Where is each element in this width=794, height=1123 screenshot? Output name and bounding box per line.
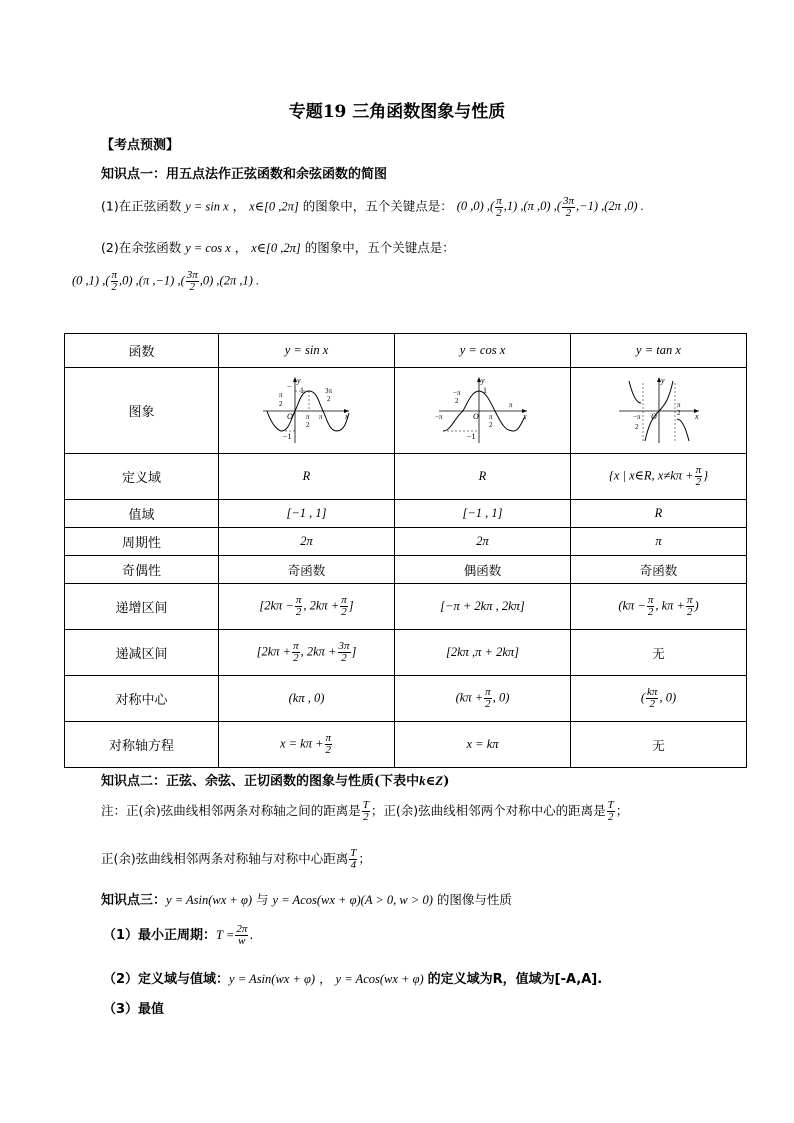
range-sin: [−1 , 1] <box>219 500 395 528</box>
svg-text:2: 2 <box>488 421 492 429</box>
kp1-item2-domain: x∈[0 ,2π] <box>251 241 301 255</box>
inc-tan: (kπ − $\frac{\pi}{2}$ , kπ + $\frac{\pi}{2}$ ) <box>571 584 747 630</box>
period-tan: π <box>571 528 747 556</box>
svg-text:2: 2 <box>305 421 309 429</box>
kp1-item2-prefix: (2)在余弦函数 <box>101 240 182 255</box>
row-label-axis: 对称轴方程 <box>65 722 219 768</box>
center-cos: (kπ + $\frac{\pi}{2}$ , 0) <box>395 676 571 722</box>
kp1-item1: (1)在正弦函数 y = sin x ， x∈[0 ,2π] 的图象中，五个关键点是： (0 ,0) ,( $\frac{\pi}{2}$ ,1) ,(π ,0) ,( $\frac{3\pi}{2}$ ,−1) ,(2π ,0) . <box>101 195 644 219</box>
table-row-range <box>65 500 747 528</box>
row-label-graph: 图象 <box>65 368 219 454</box>
table-row-parity <box>65 556 747 584</box>
row-label-domain: 定义域 <box>65 454 219 500</box>
svg-text:x: x <box>344 412 349 421</box>
period-cos: 2π <box>395 528 571 556</box>
svg-text:y: y <box>296 376 301 385</box>
table-row-header <box>65 334 747 368</box>
row-label-range: 值域 <box>65 500 219 528</box>
svg-text:y: y <box>480 376 485 385</box>
sin-graph-cell <box>219 368 395 454</box>
kp2-heading <box>101 770 449 789</box>
kp3-item3-label: （3）最值 <box>103 1002 165 1017</box>
kp1-item2: (2)在余弦函数 y = cos x ， x∈[0 ,2π] 的图象中，五个关键点是： <box>101 240 455 255</box>
kp3-item2-f2: y = Acos(wx + φ) <box>335 972 424 986</box>
kp3-item1: （1）最小正周期：T = $\frac{2\pi}{w}$ . <box>103 923 254 947</box>
kp1-item1-prefix: (1)在正弦函数 <box>101 198 182 214</box>
svg-text:O: O <box>286 412 293 421</box>
cos-graph-cell <box>395 368 571 454</box>
svg-text:2: 2 <box>454 397 458 405</box>
svg-text:x: x <box>694 412 699 421</box>
parity-cos: 偶函数 <box>395 556 571 584</box>
forecast-label: 【考点预测】 <box>101 138 180 153</box>
range-tan: R <box>571 500 747 528</box>
kp1-item2-func: y = cos x <box>185 241 231 255</box>
page-title: 专题19 三角函数图象与性质 <box>288 102 506 122</box>
table-row-decreasing <box>65 630 747 676</box>
table-col-sin: y = sin x <box>219 334 395 368</box>
svg-text:−π: −π <box>434 413 442 421</box>
domain-tan: {x | x∈R, x≠kπ + $\frac{\pi}{2}$ } <box>571 454 747 500</box>
svg-text:O: O <box>650 412 657 421</box>
kp3-formula1: y = Asin(wx + φ) <box>166 893 253 907</box>
kp1-heading: 知识点一：用五点法作正弦函数和余弦函数的简图 <box>101 167 388 182</box>
table-row-graph <box>65 368 747 454</box>
dec-cos: [2kπ ,π + 2kπ] <box>395 630 571 676</box>
center-tan: ( $\frac{k\pi}{2}$ , 0) <box>571 676 747 722</box>
kp2-note1-b: ；正(余)弦曲线相邻两个对称中心的距离是 <box>370 803 606 818</box>
range-cos: [−1 , 1] <box>395 500 571 528</box>
svg-text:y: y <box>660 376 665 385</box>
svg-text:2: 2 <box>634 423 638 431</box>
kp3-item2-label: （2）定义域与值域： <box>103 972 230 987</box>
table-row-domain <box>65 454 747 500</box>
kp1-item2-points: (0 ,1) ,( $\frac{\pi}{2}$ ,0) ,(π ,−1) ,( $\frac{3\pi}{2}$ ,0) ,(2π ,1) . <box>72 269 260 293</box>
kp3-heading-text: 知识点三： <box>101 893 167 908</box>
parity-tan: 奇函数 <box>571 556 747 584</box>
kp1-item1-mid: 的图象中，五个关键点是： <box>302 198 453 214</box>
row-label-parity: 奇偶性 <box>65 556 219 584</box>
svg-text:1: 1 <box>299 386 304 395</box>
svg-text:3π: 3π <box>324 387 332 395</box>
svg-text:−1: −1 <box>466 432 476 441</box>
kp1-item2-mid: 的图象中，五个关键点是： <box>304 240 455 255</box>
svg-text:−π: −π <box>632 413 640 421</box>
kp3-tail: 的图像与性质 <box>436 892 512 907</box>
table-row-center <box>65 676 747 722</box>
row-label-decreasing: 递减区间 <box>65 630 219 676</box>
row-label-center: 对称中心 <box>65 676 219 722</box>
kp2-note1-a: 注：正(余)弦曲线相邻两条对称轴之间的距离是 <box>101 803 361 818</box>
svg-text:π: π <box>305 413 310 421</box>
center-sin: (kπ , 0) <box>219 676 395 722</box>
kp3-item1-label: （1）最小正周期： <box>103 928 217 943</box>
inc-sin: [2kπ − $\frac{\pi}{2}$ , 2kπ + $\frac{\pi}{2}$ ] <box>219 584 395 630</box>
svg-text:2: 2 <box>278 400 282 408</box>
axis-cos: x = kπ <box>395 722 571 768</box>
svg-text:π: π <box>318 413 323 421</box>
axis-tan: 无 <box>571 722 747 768</box>
table-row-period <box>65 528 747 556</box>
kp3-item2: （2）定义域与值域：y = Asin(wx + φ) ， y = Acos(wx + φ) 的定义域为R，值域为[-A,A]. <box>103 971 603 987</box>
tan-graph-cell <box>571 368 747 454</box>
svg-text:−1: −1 <box>282 432 292 441</box>
kp3-heading <box>101 889 512 908</box>
table-row-increasing <box>65 584 747 630</box>
table-col-tan: y = tan x <box>571 334 747 368</box>
row-label-increasing: 递增区间 <box>65 584 219 630</box>
kp2-heading-end: ) <box>443 774 450 789</box>
domain-sin: R <box>219 454 395 500</box>
trig-properties-table <box>64 333 747 768</box>
svg-text:x: x <box>522 412 527 421</box>
kp1-item1-domain: x∈[0 ,2π] <box>249 199 299 214</box>
svg-text:2: 2 <box>326 395 330 403</box>
dec-tan: 无 <box>571 630 747 676</box>
kp3-item2-f1: y = Asin(wx + φ) <box>229 972 316 986</box>
period-sin: 2π <box>219 528 395 556</box>
sin-graph <box>257 373 357 445</box>
kp2-heading-math: k∈Z <box>419 773 444 788</box>
svg-text:1: 1 <box>482 386 487 395</box>
kp3-and: 与 <box>256 892 269 907</box>
domain-cos: R <box>395 454 571 500</box>
svg-text:O: O <box>472 412 479 421</box>
kp3-formula2: y = Acos(wx + φ)(A > 0, w > 0) <box>272 893 433 907</box>
kp2-note1: 注：正(余)弦曲线相邻两条对称轴之间的距离是 $\frac{T}{2}$ ；正(余)弦曲线相邻两个对称中心的距离是 $\frac{T}{2}$ ； <box>101 799 629 823</box>
kp2-note2-b: ； <box>358 851 371 866</box>
svg-text:−: − <box>286 382 292 391</box>
kp1-item1-points: (0 ,0) ,( $\frac{\pi}{2}$ ,1) ,(π ,0) ,( $\frac{3\pi}{2}$ ,−1) ,(2π ,0) . <box>456 195 644 219</box>
svg-text:π: π <box>278 391 283 399</box>
table-header-label: 函数 <box>65 334 219 368</box>
dec-sin: [2kπ + $\frac{\pi}{2}$ , 2kπ + $\frac{3\pi}{2}$ ] <box>219 630 395 676</box>
kp3-item2-tail: 的定义域为R，值域为[-A,A]. <box>427 972 603 987</box>
table-col-cos: y = cos x <box>395 334 571 368</box>
kp2-heading-text: 知识点二：正弦、余弦、正切函数的图象与性质(下表中 <box>101 774 420 789</box>
kp3-item1-math: T = <box>216 928 235 942</box>
svg-text:π: π <box>488 413 493 421</box>
svg-text:π: π <box>676 401 681 409</box>
kp2-note1-c: ； <box>615 803 629 818</box>
tan-graph <box>609 373 709 445</box>
table-row-axis <box>65 722 747 768</box>
axis-sin: x = kπ + $\frac{\pi}{2}$ <box>219 722 395 768</box>
parity-sin: 奇函数 <box>219 556 395 584</box>
svg-text:−π: −π <box>452 389 460 397</box>
svg-text:π: π <box>508 401 513 409</box>
kp1-item1-func: y = sin x <box>185 199 229 214</box>
kp2-note2-a: 正(余)弦曲线相邻两条对称轴与对称中心距离 <box>101 851 349 866</box>
cos-graph <box>433 373 533 445</box>
inc-cos: [−π + 2kπ , 2kπ] <box>395 584 571 630</box>
kp2-note2: 正(余)弦曲线相邻两条对称轴与对称中心距离 $\frac{T}{4}$ ； <box>101 847 371 871</box>
row-label-period: 周期性 <box>65 528 219 556</box>
svg-text:2: 2 <box>676 409 680 417</box>
